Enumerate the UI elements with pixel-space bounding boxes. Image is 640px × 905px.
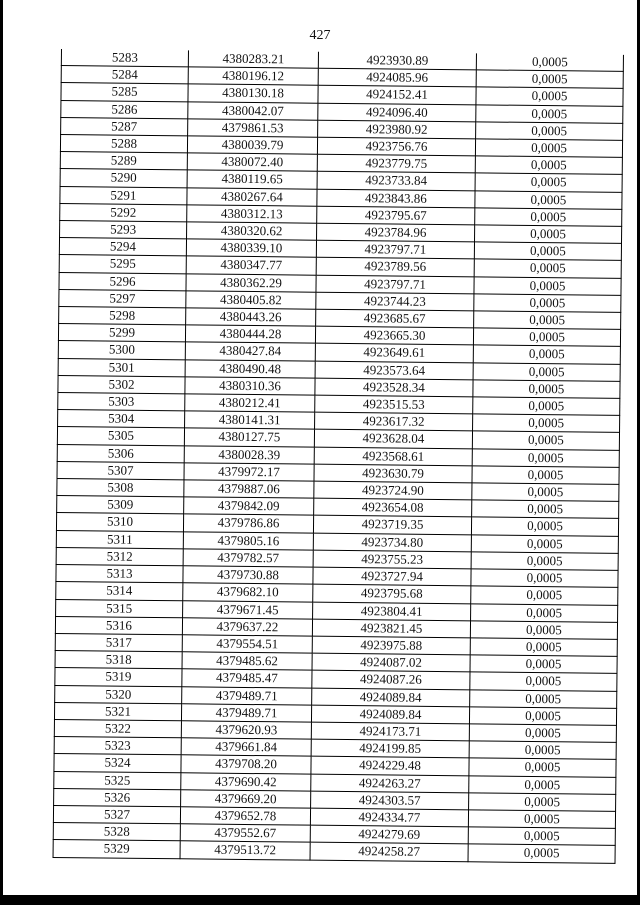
x-coordinate-cell: 4380320.62 xyxy=(187,222,317,241)
point-number-cell: 5292 xyxy=(60,203,187,222)
point-number-cell: 5315 xyxy=(56,599,183,618)
point-number-cell: 5316 xyxy=(55,616,182,635)
y-coordinate-cell: 4923789.56 xyxy=(316,258,474,277)
x-coordinate-cell: 4379669.20 xyxy=(181,790,311,809)
x-coordinate-cell: 4380072.40 xyxy=(187,153,317,172)
accuracy-cell: 0,0005 xyxy=(470,672,617,691)
y-coordinate-cell: 4923784.96 xyxy=(317,223,475,242)
x-coordinate-cell: 4379554.51 xyxy=(182,635,312,654)
y-coordinate-cell: 4923975.88 xyxy=(312,636,470,655)
point-number-cell: 5311 xyxy=(56,530,183,549)
x-coordinate-cell: 4380196.12 xyxy=(188,67,318,86)
point-number-cell: 5300 xyxy=(58,341,185,360)
x-coordinate-cell: 4379782.57 xyxy=(183,549,313,568)
point-number-cell: 5327 xyxy=(53,805,180,824)
point-number-cell: 5318 xyxy=(55,651,182,670)
x-coordinate-cell: 4379708.20 xyxy=(181,755,311,774)
x-coordinate-cell: 4379671.45 xyxy=(183,600,313,619)
y-coordinate-cell: 4923568.61 xyxy=(314,447,472,466)
accuracy-cell: 0,0005 xyxy=(476,53,623,71)
point-number-cell: 5285 xyxy=(61,83,188,102)
accuracy-cell: 0,0005 xyxy=(474,294,621,313)
accuracy-cell: 0,0005 xyxy=(469,724,616,743)
accuracy-cell: 0,0005 xyxy=(475,225,622,244)
x-coordinate-cell: 4380427.84 xyxy=(185,342,315,361)
point-number-cell: 5322 xyxy=(54,719,181,738)
x-coordinate-cell: 4379485.47 xyxy=(182,669,312,688)
x-coordinate-cell: 4379842.09 xyxy=(184,497,314,516)
point-number-cell: 5313 xyxy=(56,565,183,584)
point-number-cell: 5297 xyxy=(59,289,186,308)
scan-border-left xyxy=(0,0,3,905)
page-number: 427 xyxy=(309,28,331,43)
accuracy-cell: 0,0005 xyxy=(472,449,619,468)
point-number-cell: 5296 xyxy=(59,272,186,291)
accuracy-cell: 0,0005 xyxy=(468,844,615,863)
y-coordinate-cell: 4924089.84 xyxy=(311,705,469,724)
point-number-cell: 5308 xyxy=(57,479,184,498)
x-coordinate-cell: 4380127.75 xyxy=(184,428,314,447)
y-coordinate-cell: 4923779.75 xyxy=(317,154,475,173)
y-coordinate-cell: 4924087.02 xyxy=(312,653,470,672)
x-coordinate-cell: 4379887.06 xyxy=(184,480,314,499)
x-coordinate-cell: 4379485.62 xyxy=(182,652,312,671)
accuracy-cell: 0,0005 xyxy=(475,139,622,158)
y-coordinate-cell: 4923755.23 xyxy=(313,550,471,569)
x-coordinate-cell: 4380444.28 xyxy=(185,325,315,344)
y-coordinate-cell: 4923930.89 xyxy=(318,52,476,70)
x-coordinate-cell: 4380310.36 xyxy=(185,377,315,396)
point-number-cell: 5304 xyxy=(58,410,185,429)
accuracy-cell: 0,0005 xyxy=(468,810,615,829)
y-coordinate-cell: 4923719.35 xyxy=(313,516,471,535)
y-coordinate-cell: 4923756.76 xyxy=(317,137,475,156)
accuracy-cell: 0,0005 xyxy=(469,793,616,812)
point-number-cell: 5320 xyxy=(55,685,182,704)
point-number-cell: 5299 xyxy=(58,324,185,343)
x-coordinate-cell: 4380362.29 xyxy=(186,273,316,292)
x-coordinate-cell: 4380347.77 xyxy=(186,256,316,275)
point-number-cell: 5312 xyxy=(56,547,183,566)
accuracy-cell: 0,0005 xyxy=(473,328,620,347)
point-number-cell: 5324 xyxy=(54,754,181,773)
accuracy-cell: 0,0005 xyxy=(471,517,618,536)
x-coordinate-cell: 4380130.18 xyxy=(188,84,318,103)
accuracy-cell: 0,0005 xyxy=(473,414,620,433)
y-coordinate-cell: 4924096.40 xyxy=(318,103,476,122)
point-number-cell: 5329 xyxy=(53,840,180,859)
accuracy-cell: 0,0005 xyxy=(468,827,615,846)
x-coordinate-cell: 4380443.26 xyxy=(186,308,316,327)
scan-border-bottom xyxy=(0,895,640,905)
accuracy-cell: 0,0005 xyxy=(476,70,623,89)
point-number-cell: 5319 xyxy=(55,668,182,687)
y-coordinate-cell: 4924258.27 xyxy=(310,842,468,861)
x-coordinate-cell: 4379972.17 xyxy=(184,463,314,482)
y-coordinate-cell: 4923797.71 xyxy=(316,275,474,294)
point-number-cell: 5290 xyxy=(60,169,187,188)
point-number-cell: 5321 xyxy=(54,702,181,721)
point-number-cell: 5303 xyxy=(58,393,185,412)
accuracy-cell: 0,0005 xyxy=(473,345,620,364)
y-coordinate-cell: 4923733.84 xyxy=(317,172,475,191)
x-coordinate-cell: 4380212.41 xyxy=(185,394,315,413)
accuracy-cell: 0,0005 xyxy=(469,741,616,760)
point-number-cell: 5284 xyxy=(61,66,188,85)
x-coordinate-cell: 4380339.10 xyxy=(186,239,316,258)
y-coordinate-cell: 4924087.26 xyxy=(312,670,470,689)
accuracy-cell: 0,0005 xyxy=(475,190,622,209)
x-coordinate-cell: 4379786.86 xyxy=(183,514,313,533)
x-coordinate-cell: 4379690.42 xyxy=(181,772,311,791)
accuracy-cell: 0,0005 xyxy=(471,535,618,554)
point-number-cell: 5287 xyxy=(61,117,188,136)
point-number-cell: 5286 xyxy=(61,100,188,119)
y-coordinate-cell: 4924173.71 xyxy=(311,722,469,741)
y-coordinate-cell: 4923795.68 xyxy=(313,584,471,603)
y-coordinate-cell: 4923734.80 xyxy=(313,533,471,552)
point-number-cell: 5289 xyxy=(60,152,187,171)
y-coordinate-cell: 4923630.79 xyxy=(314,464,472,483)
x-coordinate-cell: 4379489.71 xyxy=(182,686,312,705)
x-coordinate-cell: 4379805.16 xyxy=(183,531,313,550)
accuracy-cell: 0,0005 xyxy=(471,552,618,571)
accuracy-cell: 0,0005 xyxy=(472,466,619,485)
point-number-cell: 5323 xyxy=(54,737,181,756)
x-coordinate-cell: 4380042.07 xyxy=(188,101,318,120)
x-coordinate-cell: 4379682.10 xyxy=(183,583,313,602)
point-number-cell: 5295 xyxy=(59,255,186,274)
accuracy-cell: 0,0005 xyxy=(475,156,622,175)
accuracy-cell: 0,0005 xyxy=(470,621,617,640)
accuracy-cell: 0,0005 xyxy=(469,775,616,794)
point-number-cell: 5325 xyxy=(54,771,181,790)
point-number-cell: 5317 xyxy=(55,633,182,652)
point-number-cell: 5326 xyxy=(54,788,181,807)
point-number-cell: 5294 xyxy=(59,238,186,257)
x-coordinate-cell: 4379661.84 xyxy=(181,738,311,757)
accuracy-cell: 0,0005 xyxy=(470,689,617,708)
accuracy-cell: 0,0005 xyxy=(469,758,616,777)
point-number-cell: 5310 xyxy=(56,513,183,532)
point-number-cell: 5288 xyxy=(60,135,187,154)
point-number-cell: 5314 xyxy=(56,582,183,601)
x-coordinate-cell: 4379861.53 xyxy=(188,119,318,138)
point-number-cell: 5298 xyxy=(59,307,186,326)
y-coordinate-cell: 4923843.86 xyxy=(317,189,475,208)
y-coordinate-cell: 4923617.32 xyxy=(315,412,473,431)
point-number-cell: 5309 xyxy=(57,496,184,515)
coordinates-table xyxy=(53,49,624,863)
point-number-cell: 5293 xyxy=(60,221,187,240)
x-coordinate-cell: 4380490.48 xyxy=(185,359,315,378)
y-coordinate-cell: 4924089.84 xyxy=(312,688,470,707)
y-coordinate-cell: 4923685.67 xyxy=(316,309,474,328)
accuracy-cell: 0,0005 xyxy=(472,483,619,502)
accuracy-cell: 0,0005 xyxy=(474,276,621,295)
x-coordinate-cell: 4379489.71 xyxy=(181,704,311,723)
y-coordinate-cell: 4923515.53 xyxy=(315,395,473,414)
y-coordinate-cell: 4924263.27 xyxy=(311,774,469,793)
point-number-cell: 5306 xyxy=(57,444,184,463)
y-coordinate-cell: 4924152.41 xyxy=(318,86,476,105)
x-coordinate-cell: 4380039.79 xyxy=(187,136,317,155)
accuracy-cell: 0,0005 xyxy=(474,242,621,261)
point-number-cell: 5291 xyxy=(60,186,187,205)
x-coordinate-cell: 4380141.31 xyxy=(185,411,315,430)
y-coordinate-cell: 4924229.48 xyxy=(311,756,469,775)
accuracy-cell: 0,0005 xyxy=(472,500,619,519)
y-coordinate-cell: 4923795.67 xyxy=(317,206,475,225)
point-number-cell: 5283 xyxy=(61,49,188,67)
accuracy-cell: 0,0005 xyxy=(476,122,623,141)
accuracy-cell: 0,0005 xyxy=(469,707,616,726)
accuracy-cell: 0,0005 xyxy=(475,208,622,227)
accuracy-cell: 0,0005 xyxy=(474,311,621,330)
x-coordinate-cell: 4379652.78 xyxy=(180,807,310,826)
y-coordinate-cell: 4924279.69 xyxy=(310,825,468,844)
accuracy-cell: 0,0005 xyxy=(476,104,623,123)
y-coordinate-cell: 4924303.57 xyxy=(311,791,469,810)
x-coordinate-cell: 4380119.65 xyxy=(187,170,317,189)
point-number-cell: 5305 xyxy=(57,427,184,446)
y-coordinate-cell: 4923573.64 xyxy=(315,361,473,380)
accuracy-cell: 0,0005 xyxy=(473,397,620,416)
y-coordinate-cell: 4923980.92 xyxy=(318,120,476,139)
y-coordinate-cell: 4923528.34 xyxy=(315,378,473,397)
y-coordinate-cell: 4923665.30 xyxy=(315,326,473,345)
accuracy-cell: 0,0005 xyxy=(471,603,618,622)
point-number-cell: 5302 xyxy=(58,375,185,394)
y-coordinate-cell: 4923628.04 xyxy=(314,430,472,449)
y-coordinate-cell: 4924199.85 xyxy=(311,739,469,758)
accuracy-cell: 0,0005 xyxy=(470,655,617,674)
x-coordinate-cell: 4380405.82 xyxy=(186,291,316,310)
y-coordinate-cell: 4924085.96 xyxy=(318,68,476,87)
y-coordinate-cell: 4923821.45 xyxy=(312,619,470,638)
accuracy-cell: 0,0005 xyxy=(470,638,617,657)
accuracy-cell: 0,0005 xyxy=(475,173,622,192)
accuracy-cell: 0,0005 xyxy=(472,431,619,450)
y-coordinate-cell: 4923804.41 xyxy=(313,602,471,621)
coordinates-table-body xyxy=(53,49,623,863)
y-coordinate-cell: 4923797.71 xyxy=(316,240,474,259)
accuracy-cell: 0,0005 xyxy=(476,87,623,106)
x-coordinate-cell: 4379552.67 xyxy=(180,824,310,843)
accuracy-cell: 0,0005 xyxy=(474,259,621,278)
point-number-cell: 5328 xyxy=(53,823,180,842)
accuracy-cell: 0,0005 xyxy=(471,569,618,588)
y-coordinate-cell: 4923724.90 xyxy=(314,481,472,500)
x-coordinate-cell: 4379513.72 xyxy=(180,841,310,860)
x-coordinate-cell: 4380312.13 xyxy=(187,205,317,224)
x-coordinate-cell: 4380267.64 xyxy=(187,187,317,206)
y-coordinate-cell: 4924334.77 xyxy=(310,808,468,827)
accuracy-cell: 0,0005 xyxy=(471,586,618,605)
accuracy-cell: 0,0005 xyxy=(473,380,620,399)
x-coordinate-cell: 4380283.21 xyxy=(188,50,318,68)
x-coordinate-cell: 4379620.93 xyxy=(181,721,311,740)
accuracy-cell: 0,0005 xyxy=(473,362,620,381)
x-coordinate-cell: 4379730.88 xyxy=(183,566,313,585)
y-coordinate-cell: 4923649.61 xyxy=(315,344,473,363)
x-coordinate-cell: 4379637.22 xyxy=(182,618,312,637)
y-coordinate-cell: 4923744.23 xyxy=(316,292,474,311)
x-coordinate-cell: 4380028.39 xyxy=(184,445,314,464)
y-coordinate-cell: 4923654.08 xyxy=(314,498,472,517)
point-number-cell: 5301 xyxy=(58,358,185,377)
y-coordinate-cell: 4923727.94 xyxy=(313,567,471,586)
point-number-cell: 5307 xyxy=(57,461,184,480)
